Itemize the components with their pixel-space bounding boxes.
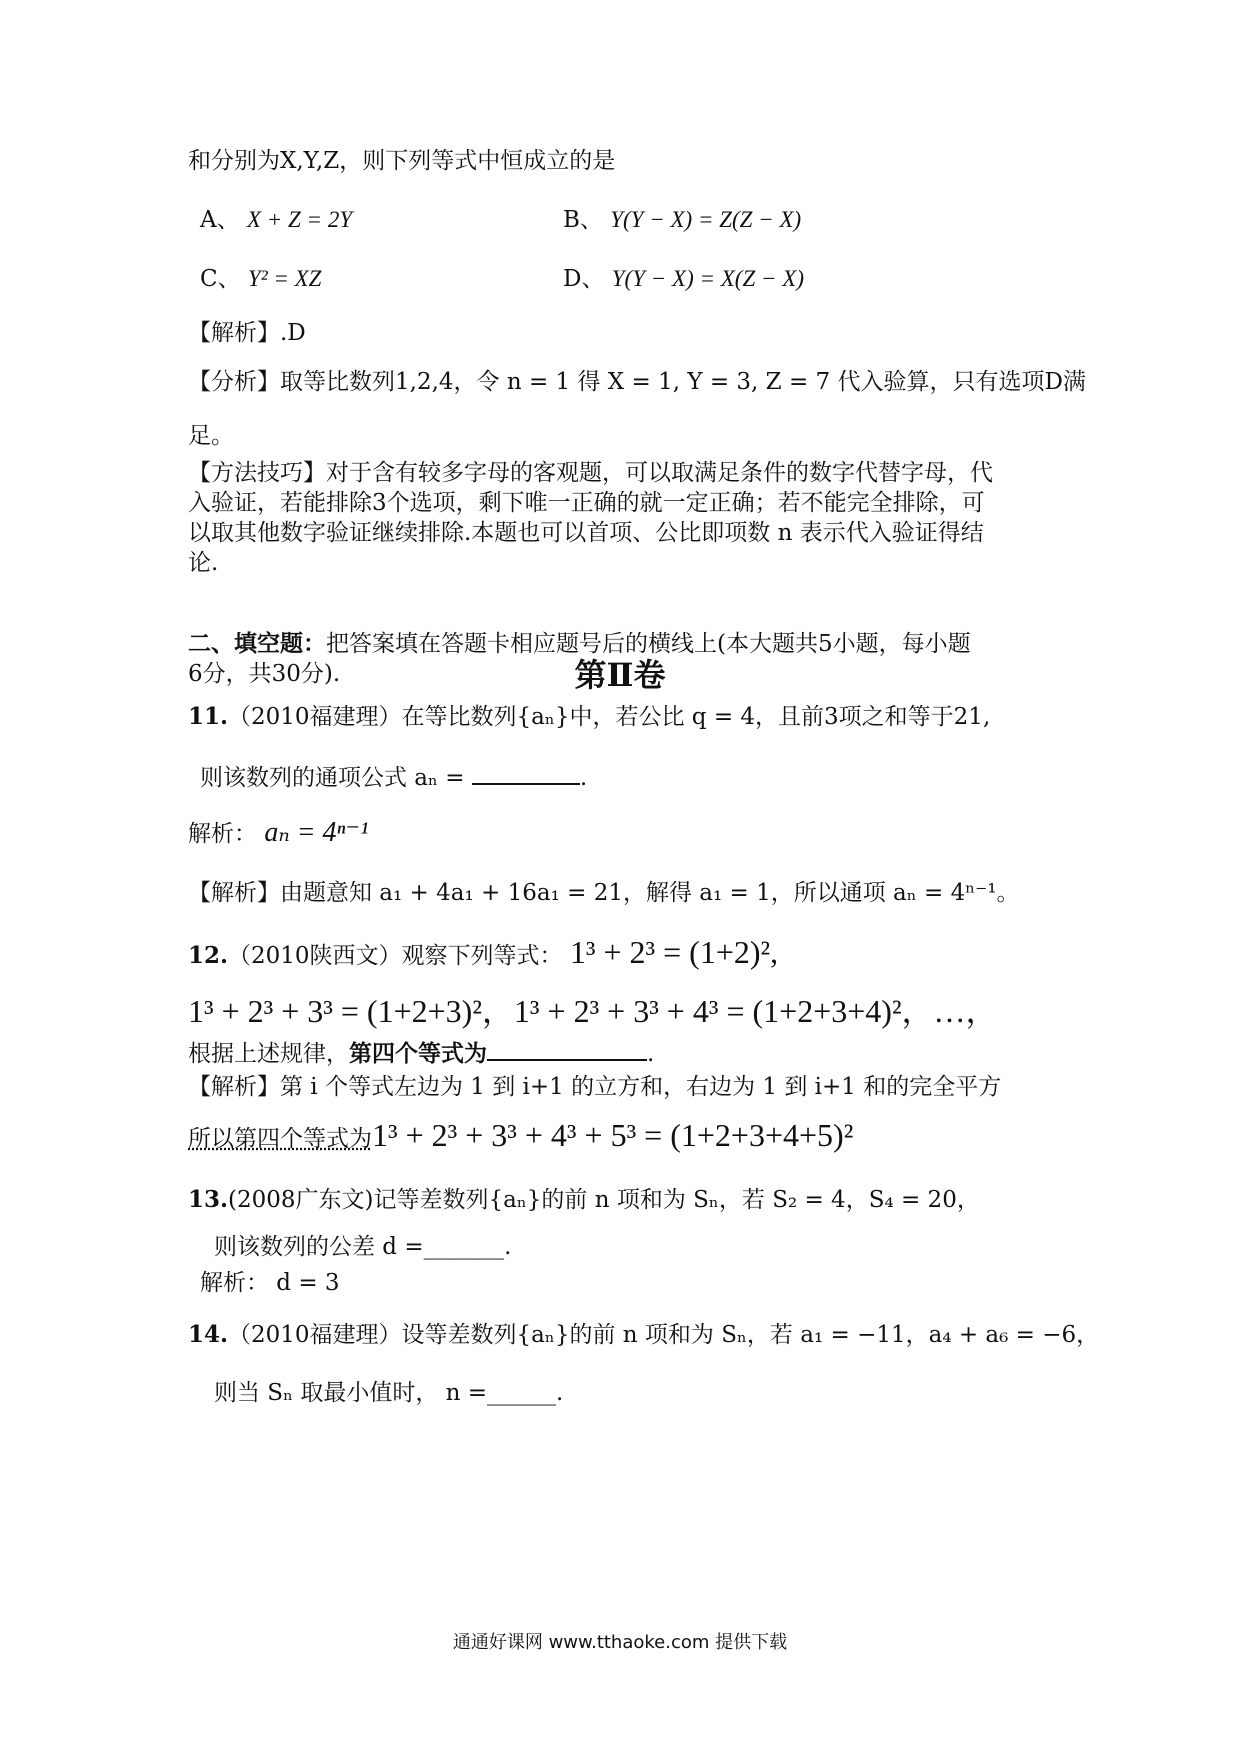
q12-number: 12. xyxy=(188,942,229,969)
q12-fourth-eq-label: 第四个等式为 xyxy=(349,1040,487,1067)
option-a-label: A、 xyxy=(200,207,240,233)
q11-line-2: 则该数列的通项公式 aₙ = . xyxy=(200,761,587,793)
q12-explain-2 xyxy=(188,1117,854,1154)
q12-eq1: 1³ + 2³ = (1+2)², xyxy=(569,934,779,970)
q11-solution-formula: aₙ = 4ⁿ⁻¹ xyxy=(264,817,369,848)
q14-line-2: 则当 Sₙ 取最小值时， n =______. xyxy=(214,1380,564,1406)
option-c-text: Y² = XZ xyxy=(247,266,322,291)
q13-line-1 xyxy=(188,1185,980,1215)
option-a xyxy=(200,205,352,235)
q13-text: (2008广东文)记等差数列{aₙ}的前 n 项和为 Sₙ，若 S₂ = 4，S₄ = 20， xyxy=(228,1187,980,1213)
q14-text: （2010福建理）设等差数列{aₙ}的前 n 项和为 Sₙ，若 a₁ = −11，a₄ + a₆ = −6， xyxy=(228,1322,1100,1348)
q14-number: 14. xyxy=(188,1321,229,1348)
analysis-line: 【分析】取等比数列1,2,4，令 n = 1 得 X = 1, Y = 3, Z = 7 代入验算，只有选项D满 xyxy=(188,369,1086,395)
q13-solution: 解析： d = 3 xyxy=(200,1270,340,1296)
part2-line-1 xyxy=(188,629,971,659)
q14-line-1 xyxy=(188,1320,1099,1350)
answer-line: 【解析】.D xyxy=(188,320,306,346)
q11-explain: 【解析】由题意知 a₁ + 4a₁ + 16a₁ = 21，解得 a₁ = 1，所以通项 aₙ = 4ⁿ⁻¹。 xyxy=(188,880,1020,906)
q12-explain-2-text: 所以第四个等式为 xyxy=(188,1126,372,1152)
q12-line-3: 根据上述规律，第四个等式为 . xyxy=(188,1037,654,1069)
q13-line-2: 则该数列的公差 d =_______. xyxy=(214,1234,512,1260)
method-line-1: 【方法技巧】对于含有较多字母的客观题，可以取满足条件的数字代替字母，代 xyxy=(188,460,993,486)
part2-line-2: 6分，共30分). xyxy=(188,661,341,687)
q12-line-2: 1³ + 2³ + 3³ = (1+2+3)²，1³ + 2³ + 3³ + 4³ = (1+2+3+4)²，…， xyxy=(188,993,998,1029)
method-line-4: 论. xyxy=(188,550,219,576)
page-footer: 通通好课网 www.tthaoke.com 提供下载 xyxy=(452,1632,788,1653)
q12-explain-1: 【解析】第 i 个等式左边为 1 到 i+1 的立方和，右边为 1 到 i+1 和的完全平方 xyxy=(188,1074,1002,1100)
q12-rule-text: 根据上述规律， xyxy=(188,1041,349,1067)
q11-answer-blank xyxy=(472,761,580,785)
q11-prompt: 则该数列的通项公式 aₙ = xyxy=(200,765,465,791)
section-title: 第Ⅱ卷 xyxy=(574,656,666,694)
q11-solution xyxy=(188,818,369,849)
method-line-2: 入验证，若能排除3个选项，剩下唯一正确的就一定正确；若不能完全排除，可 xyxy=(188,490,985,516)
option-c-label: C、 xyxy=(200,266,241,292)
q11-text: （2010福建理）在等比数列{aₙ}中，若公比 q = 4，且前3项之和等于21, xyxy=(228,704,991,730)
option-a-text: X + Z = 2Y xyxy=(246,207,353,232)
part2-heading: 二、填空题： xyxy=(188,630,326,657)
q11-solution-label: 解析： xyxy=(188,821,257,847)
option-d-text: Y(Y − X) = X(Z − X) xyxy=(611,266,804,291)
option-b-label: B、 xyxy=(563,207,603,233)
option-d-label: D、 xyxy=(563,266,605,292)
q11-line-1 xyxy=(188,702,990,732)
q12-text: （2010陕西文）观察下列等式： xyxy=(228,943,563,969)
q12-answer-blank xyxy=(487,1037,647,1061)
q12-explain-formula: 1³ + 2³ + 3³ + 4³ + 5³ = (1+2+3+4+5)² xyxy=(372,1117,854,1153)
question-intro: 和分别为X,Y,Z，则下列等式中恒成立的是 xyxy=(188,148,616,174)
option-c xyxy=(200,264,321,294)
q13-number: 13. xyxy=(188,1186,229,1213)
q12-line-1 xyxy=(188,934,779,971)
option-b-text: Y(Y − X) = Z(Z − X) xyxy=(610,207,802,232)
option-d xyxy=(563,264,804,294)
method-line-3: 以取其他数字验证继续排除.本题也可以首项、公比即项数 n 表示代入验证得结 xyxy=(188,520,984,546)
part2-text: 把答案填在答题卡相应题号后的横线上(本大题共5小题，每小题 xyxy=(326,631,971,657)
analysis-line-cont: 足。 xyxy=(188,423,234,449)
option-b xyxy=(563,205,801,235)
q11-number: 11. xyxy=(188,703,229,730)
